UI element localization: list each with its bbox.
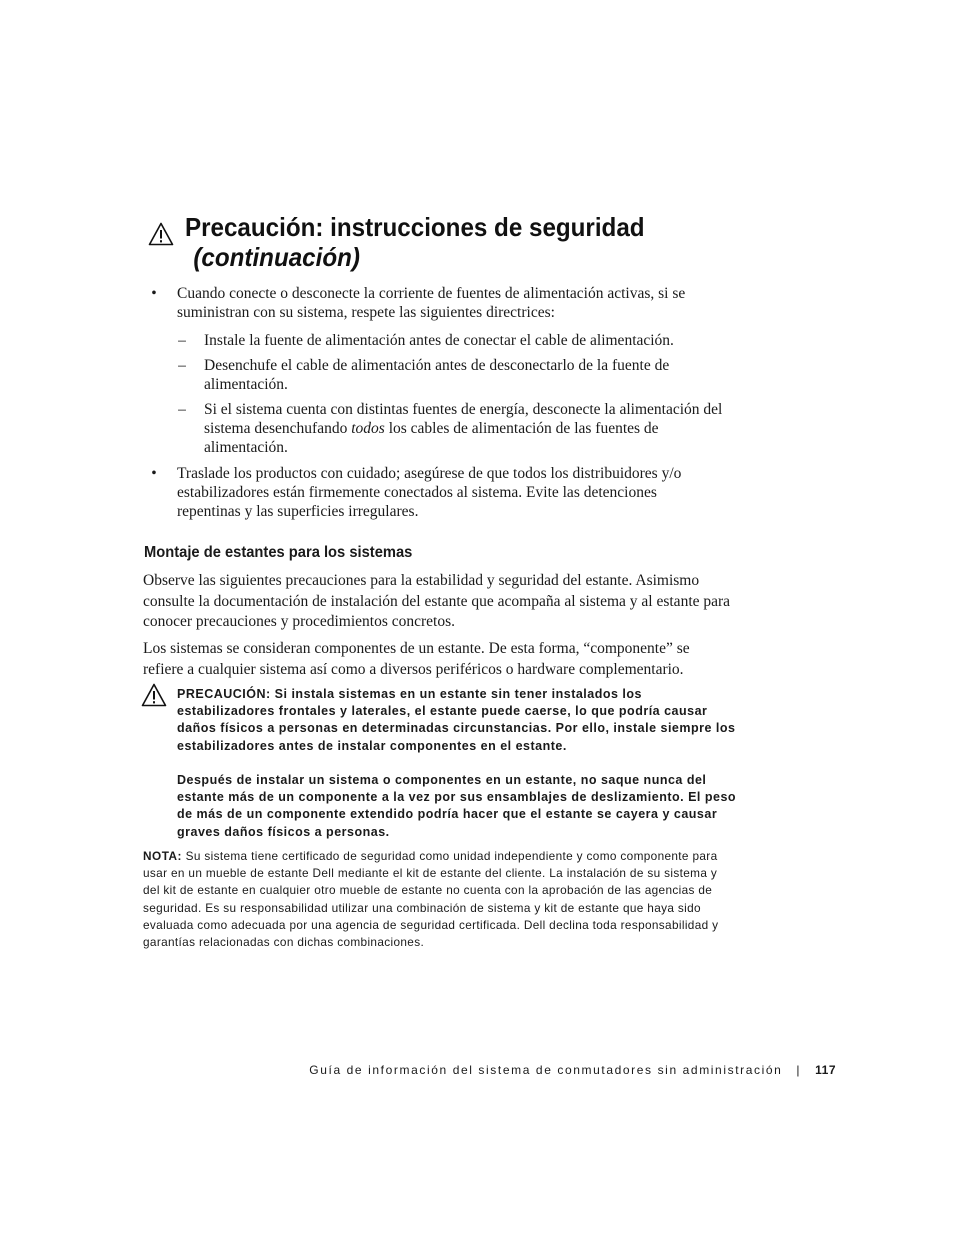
bullet-marker-icon: • — [151, 285, 157, 302]
page-footer — [309, 1062, 836, 1078]
caution-body-1: Si instala sistemas en un estante sin tener instalados los estabilizadores frontales y laterales, el estante puede caerse, lo que podría causar daños físicos a personas en determinadas circunstancias. Por ello, instale siempre los estabilizadores antes de instalar componentes en el estante. — [177, 687, 736, 753]
sub-item-3-pre: Si el sistema cuenta con distintas fuentes de energía, desconecte la alimentación del sistema desenchufando — [204, 401, 723, 437]
bullet-marker-icon: • — [151, 465, 157, 482]
sub-item-3 — [204, 400, 729, 457]
sub-item-2: Desenchufe el cable de alimentación antes de desconectarlo de la fuente de alimentación. — [204, 357, 670, 393]
title-main: Precaución: instrucciones de seguridad — [185, 212, 645, 242]
paragraph-1: Observe las siguientes precauciones para la estabilidad y seguridad del estante. Asimismo consulte la documentación de instalación del estante que acompaña al sistema y al estante para conocer precauciones y procedimientos concretos. — [143, 572, 731, 630]
section-heading: Montaje de estantes para los sistemas — [144, 544, 413, 561]
title-continued: (continuación) — [193, 242, 360, 272]
bullet-item-2: Traslade los productos con cuidado; asegúrese de que todos los distribuidores y/o estabilizadores están firmemente conectados al sistema. Evite las detenciones repentinas y las superficies irregulares. — [177, 465, 682, 520]
caution-label: PRECAUCIÓN: — [177, 687, 271, 701]
page-title — [185, 212, 645, 272]
warning-triangle-icon — [148, 222, 174, 246]
sub-item-3-post: los cables de alimentación de las fuentes de alimentación. — [204, 420, 659, 456]
note-block — [143, 848, 733, 951]
page-number: 117 — [815, 1063, 836, 1077]
dash-marker-icon: – — [178, 401, 186, 418]
sub-item-1: Instale la fuente de alimentación antes de conectar el cable de alimentación. — [204, 332, 674, 349]
caution-text-2: Después de instalar un sistema o componentes en un estante, no saque nunca del estante más de un componente a la vez por sus ensamblajes de deslizamiento. El peso de más de un componente extendido podría hacer que el estante se cayera y causar graves daños físicos a personas. — [177, 773, 737, 839]
caution-text-1 — [177, 686, 737, 755]
paragraph-2: Los sistemas se consideran componentes de un estante. De esta forma, “componente” se refiere a cualquier sistema así como a diversos periféricos o hardware complementario. — [143, 640, 690, 678]
sub-item-3-em: todos — [351, 420, 385, 437]
bullet-item-1: Cuando conecte o desconecte la corriente de fuentes de alimentación activas, si se suministran con su sistema, respete las siguientes directrices: — [177, 285, 686, 321]
caution-triangle-icon — [141, 683, 167, 707]
footer-guide-title: Guía de información del sistema de conmutadores sin administración — [309, 1063, 783, 1077]
note-body: Su sistema tiene certificado de seguridad como unidad independiente y como componente para usar en un mueble de estante Dell mediante el kit de estante del cliente. La instalación de su sistema y del kit de estante en cualquier otro mueble de estante no cuenta con la aprobación de las agencias de seguridad. Es su responsabilidad utilizar una combinación de sistema y kit de estante que haya sido evaluada como adecuada por una agencia de seguridad certificada. Dell declina toda responsabilidad y garantías relacionadas con dichas combinaciones. — [143, 849, 719, 950]
dash-marker-icon: – — [178, 332, 186, 349]
dash-marker-icon: – — [178, 357, 186, 374]
footer-separator: | — [796, 1063, 802, 1077]
note-label: NOTA: — [143, 849, 182, 863]
